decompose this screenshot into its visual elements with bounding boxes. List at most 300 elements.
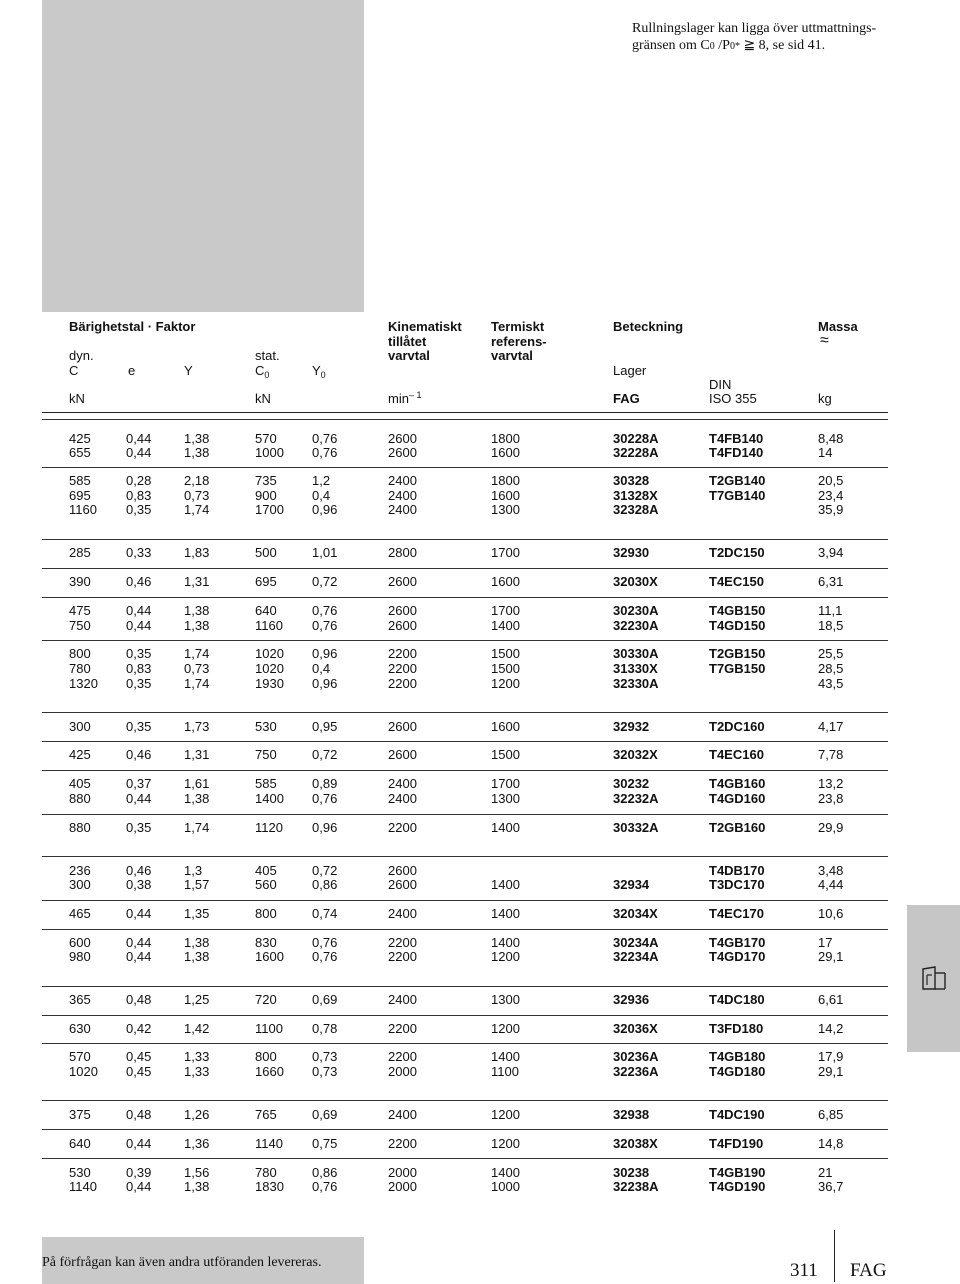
cell-kin: 2400 xyxy=(388,473,417,488)
cell-mass: 36,7 xyxy=(818,1179,844,1194)
cell-c: 530 xyxy=(69,1165,91,1180)
cell-c: 285 xyxy=(69,545,91,560)
cell-term: 1400 xyxy=(491,618,520,633)
cell-e: 0,39 xyxy=(126,1165,152,1180)
cell-c: 1020 xyxy=(69,1064,98,1079)
group-divider xyxy=(42,597,888,598)
cell-fag: 32234A xyxy=(613,949,659,964)
cell-term: 1200 xyxy=(491,1136,520,1151)
cell-term: 1200 xyxy=(491,1107,520,1122)
cell-kin: 2200 xyxy=(388,1049,417,1064)
cell-mass: 3,94 xyxy=(818,545,844,560)
cell-e: 0,46 xyxy=(126,574,152,589)
cell-c0: 1120 xyxy=(255,820,283,835)
cell-c0: 1000 xyxy=(255,445,284,460)
cell-e: 0,35 xyxy=(126,676,152,691)
top-note-sub1: 0 xyxy=(709,41,715,52)
cell-c: 880 xyxy=(69,791,91,806)
header-kinematiskt: Kinematiskt xyxy=(388,319,462,334)
cell-y: 1,3 xyxy=(184,863,203,878)
cell-c: 640 xyxy=(69,1136,91,1151)
cell-kin: 2600 xyxy=(388,445,417,460)
header-col-c0-sub: 0 xyxy=(264,370,270,380)
cell-y: 1,74 xyxy=(184,676,210,691)
cell-c: 980 xyxy=(69,949,91,964)
cell-kin: 2600 xyxy=(388,603,417,618)
cell-y: 1,56 xyxy=(184,1165,210,1180)
cell-e: 0,83 xyxy=(126,488,152,503)
cell-e: 0,48 xyxy=(126,992,152,1007)
header-unit-kg: kg xyxy=(818,391,832,406)
cell-mass: 14,8 xyxy=(818,1136,844,1151)
cell-din: T4DC180 xyxy=(709,992,765,1007)
cell-fag: 30328 xyxy=(613,473,650,488)
cell-y: 1,74 xyxy=(184,502,210,517)
cell-c0: 500 xyxy=(255,545,277,560)
cell-fag: 32936 xyxy=(613,992,650,1007)
cell-kin: 2200 xyxy=(388,1136,417,1151)
header-varvtal2: varvtal xyxy=(491,348,533,363)
cell-c: 880 xyxy=(69,820,91,835)
cell-c: 300 xyxy=(69,719,91,734)
cell-din: T4EC170 xyxy=(709,906,764,921)
cell-c0: 800 xyxy=(255,906,277,921)
cell-c: 1160 xyxy=(69,502,97,517)
cell-term: 1400 xyxy=(491,877,520,892)
cell-fag: 32032X xyxy=(613,747,658,762)
header-col-y0-main: Y xyxy=(312,363,321,378)
cell-c: 375 xyxy=(69,1107,91,1122)
cell-kin: 2600 xyxy=(388,863,417,878)
cell-y: 1,38 xyxy=(184,603,210,618)
header-unit-min-sup: – 1 xyxy=(408,390,422,400)
cell-y0: 0,96 xyxy=(312,646,338,661)
cell-din: T3DC170 xyxy=(709,877,765,892)
cell-fag: 32934 xyxy=(613,877,650,892)
cell-kin: 2400 xyxy=(388,791,417,806)
cell-y: 0,73 xyxy=(184,661,210,676)
cell-term: 1700 xyxy=(491,776,520,791)
cell-c0: 1160 xyxy=(255,618,283,633)
cell-y0: 0,96 xyxy=(312,502,338,517)
group-divider xyxy=(42,419,888,420)
cell-c: 365 xyxy=(69,992,91,1007)
cell-y0: 0,73 xyxy=(312,1064,338,1079)
cell-din: T2DC150 xyxy=(709,545,765,560)
cell-c: 750 xyxy=(69,618,91,633)
group-divider xyxy=(42,986,888,987)
cell-c0: 800 xyxy=(255,1049,277,1064)
cell-mass: 13,2 xyxy=(818,776,844,791)
cell-kin: 2000 xyxy=(388,1179,417,1194)
group-divider xyxy=(42,1129,888,1130)
cell-fag: 32036X xyxy=(613,1021,658,1036)
cell-y: 1,31 xyxy=(184,747,210,762)
cell-c0: 530 xyxy=(255,719,277,734)
cell-din: T4FD140 xyxy=(709,445,764,460)
cell-term: 1500 xyxy=(491,661,520,676)
cell-din: T4GB160 xyxy=(709,776,766,791)
cell-kin: 2400 xyxy=(388,906,417,921)
cell-din: T4DC190 xyxy=(709,1107,765,1122)
cell-c: 475 xyxy=(69,603,91,618)
cell-c: 465 xyxy=(69,906,91,921)
cell-din: T2DC160 xyxy=(709,719,765,734)
cell-din: T4FD190 xyxy=(709,1136,764,1151)
top-note-text-a: gränsen om C xyxy=(632,38,710,53)
cell-e: 0,44 xyxy=(126,791,152,806)
cell-kin: 2400 xyxy=(388,502,417,517)
group-divider xyxy=(42,467,888,468)
cell-y: 1,33 xyxy=(184,1049,210,1064)
cell-e: 0,44 xyxy=(126,906,152,921)
cell-fag: 30238 xyxy=(613,1165,650,1180)
cell-fag: 32030X xyxy=(613,574,658,589)
cell-mass: 29,1 xyxy=(818,949,844,964)
cell-e: 0,44 xyxy=(126,603,152,618)
cell-din: T4GD180 xyxy=(709,1064,766,1079)
cell-mass: 20,5 xyxy=(818,473,844,488)
cell-y0: 0,72 xyxy=(312,863,338,878)
cell-term: 1400 xyxy=(491,906,520,921)
footnote: På förfrågan kan även andra utföranden levereras. xyxy=(42,1255,322,1270)
cell-mass: 21 xyxy=(818,1165,833,1180)
cell-din: T2GB140 xyxy=(709,473,766,488)
cell-fag: 32236A xyxy=(613,1064,659,1079)
page-separator xyxy=(834,1230,835,1282)
cell-c0: 900 xyxy=(255,488,277,503)
cell-y: 1,61 xyxy=(184,776,210,791)
header-unit-min-main: min xyxy=(388,391,409,406)
cell-y0: 0,76 xyxy=(312,445,338,460)
cell-y0: 0,76 xyxy=(312,949,338,964)
cell-kin: 2200 xyxy=(388,646,417,661)
cell-c0: 695 xyxy=(255,574,277,589)
cell-term: 1600 xyxy=(491,488,520,503)
cell-term: 1200 xyxy=(491,1021,520,1036)
cell-e: 0,35 xyxy=(126,646,152,661)
cell-term: 1300 xyxy=(491,791,520,806)
cell-e: 0,35 xyxy=(126,820,152,835)
cell-term: 1200 xyxy=(491,949,520,964)
top-note-line2 xyxy=(632,37,952,55)
cell-mass: 11,1 xyxy=(818,603,843,618)
cell-y0: 1,01 xyxy=(312,545,338,560)
cell-din: T7GB150 xyxy=(709,661,766,676)
cell-y0: 0,76 xyxy=(312,935,338,950)
cell-din: T4GD160 xyxy=(709,791,766,806)
cell-y0: 0,96 xyxy=(312,676,338,691)
cell-c: 425 xyxy=(69,431,91,446)
cell-e: 0,45 xyxy=(126,1064,152,1079)
cell-e: 0,28 xyxy=(126,473,152,488)
header-col-c0-main: C xyxy=(255,363,265,378)
cell-term: 1700 xyxy=(491,603,520,618)
cell-c: 1320 xyxy=(69,676,98,691)
header-iso: ISO 355 xyxy=(709,391,757,406)
cell-c: 570 xyxy=(69,1049,91,1064)
cell-c0: 1020 xyxy=(255,661,284,676)
cell-c: 300 xyxy=(69,877,91,892)
cell-e: 0,44 xyxy=(126,445,152,460)
cell-y0: 0,73 xyxy=(312,1049,338,1064)
cell-y0: 0,86 xyxy=(312,877,338,892)
cell-c0: 720 xyxy=(255,992,277,1007)
cell-mass: 43,5 xyxy=(818,676,844,691)
cell-e: 0,33 xyxy=(126,545,152,560)
header-col-y0 xyxy=(312,364,326,379)
cell-kin: 2200 xyxy=(388,1021,417,1036)
cell-y0: 0,96 xyxy=(312,820,338,835)
header-approx: ≈ xyxy=(820,332,829,349)
cell-mass: 14,2 xyxy=(818,1021,844,1036)
cell-din: T4GD170 xyxy=(709,949,766,964)
cell-term: 1500 xyxy=(491,747,520,762)
cell-term: 1600 xyxy=(491,719,520,734)
cell-mass: 8,48 xyxy=(818,431,844,446)
cell-e: 0,35 xyxy=(126,719,152,734)
header-col-c: C xyxy=(69,363,79,378)
cell-fag: 32232A xyxy=(613,791,659,806)
cell-mass: 6,85 xyxy=(818,1107,844,1122)
cell-y: 1,38 xyxy=(184,949,210,964)
cell-kin: 2000 xyxy=(388,1165,417,1180)
cell-din: T4GD150 xyxy=(709,618,766,633)
cell-y0: 0,95 xyxy=(312,719,338,734)
cell-y: 1,83 xyxy=(184,545,210,560)
cell-y: 1,38 xyxy=(184,445,210,460)
cell-c0: 405 xyxy=(255,863,277,878)
cell-term: 1400 xyxy=(491,820,520,835)
cell-mass: 10,6 xyxy=(818,906,844,921)
cell-fag: 32932 xyxy=(613,719,650,734)
top-note xyxy=(632,20,952,55)
cell-fag: 32038X xyxy=(613,1136,658,1151)
cell-term: 1700 xyxy=(491,545,520,560)
cell-fag: 30236A xyxy=(613,1049,659,1064)
cell-din: T4GB170 xyxy=(709,935,766,950)
cell-mass: 18,5 xyxy=(818,618,844,633)
cell-e: 0,42 xyxy=(126,1021,152,1036)
cell-c0: 585 xyxy=(255,776,277,791)
cell-y0: 0,69 xyxy=(312,992,338,1007)
cell-y: 0,73 xyxy=(184,488,210,503)
cell-y0: 0,75 xyxy=(312,1136,338,1151)
cell-mass: 17,9 xyxy=(818,1049,844,1064)
cell-e: 0,48 xyxy=(126,1107,152,1122)
cell-term: 1300 xyxy=(491,992,520,1007)
cell-fag: 32238A xyxy=(613,1179,659,1194)
brand-label: FAG xyxy=(850,1260,887,1281)
cell-y: 1,31 xyxy=(184,574,210,589)
cell-c0: 1600 xyxy=(255,949,284,964)
cell-e: 0,83 xyxy=(126,661,152,676)
header-massa: Massa xyxy=(818,319,858,334)
cell-c0: 750 xyxy=(255,747,277,762)
cell-c0: 1140 xyxy=(255,1136,283,1151)
cell-mass: 4,17 xyxy=(818,719,844,734)
side-tab xyxy=(907,905,960,1052)
header-tillatet: tillåtet xyxy=(388,334,427,349)
group-divider xyxy=(42,814,888,815)
cell-y0: 0,4 xyxy=(312,488,331,503)
group-divider xyxy=(42,712,888,713)
cell-c: 655 xyxy=(69,445,91,460)
cell-e: 0,44 xyxy=(126,618,152,633)
group-divider xyxy=(42,1158,888,1159)
cell-term: 1800 xyxy=(491,431,520,446)
cell-term: 1100 xyxy=(491,1064,519,1079)
cell-y0: 0,72 xyxy=(312,574,338,589)
header-stat: stat. xyxy=(255,348,280,363)
cell-y0: 0,72 xyxy=(312,747,338,762)
cell-c: 695 xyxy=(69,488,91,503)
group-divider xyxy=(42,770,888,771)
header-col-c0 xyxy=(255,364,269,379)
cell-y0: 0,89 xyxy=(312,776,338,791)
cell-c: 425 xyxy=(69,747,91,762)
cell-kin: 2000 xyxy=(388,1064,417,1079)
cell-kin: 2200 xyxy=(388,935,417,950)
cell-mass: 23,8 xyxy=(818,791,844,806)
cell-fag: 32330A xyxy=(613,676,659,691)
cell-din: T7GB140 xyxy=(709,488,766,503)
cell-c: 800 xyxy=(69,646,91,661)
cell-term: 1300 xyxy=(491,502,520,517)
cell-term: 1400 xyxy=(491,935,520,950)
top-note-sub2: 0* xyxy=(729,41,740,52)
cell-c0: 1100 xyxy=(255,1021,283,1036)
cell-din: T2GB160 xyxy=(709,820,766,835)
cell-fag: 30228A xyxy=(613,431,659,446)
cell-c0: 735 xyxy=(255,473,277,488)
cell-c: 236 xyxy=(69,863,91,878)
cell-mass: 6,31 xyxy=(818,574,844,589)
cell-c: 405 xyxy=(69,776,91,791)
cell-kin: 2600 xyxy=(388,574,417,589)
cell-mass: 23,4 xyxy=(818,488,844,503)
top-note-text-c: ≧ 8, se sid 41. xyxy=(739,38,826,53)
cell-term: 1800 xyxy=(491,473,520,488)
cell-mass: 4,44 xyxy=(818,877,844,892)
cell-mass: 25,5 xyxy=(818,646,844,661)
cell-c: 390 xyxy=(69,574,91,589)
header-referens: referens- xyxy=(491,334,547,349)
cell-c: 780 xyxy=(69,661,91,676)
cell-din: T4DB170 xyxy=(709,863,765,878)
cell-y: 1,33 xyxy=(184,1064,210,1079)
cell-mass: 29,1 xyxy=(818,1064,844,1079)
cell-term: 1200 xyxy=(491,676,520,691)
cell-term: 1000 xyxy=(491,1179,520,1194)
cell-fag: 32930 xyxy=(613,545,650,560)
cell-term: 1600 xyxy=(491,574,520,589)
cell-mass: 28,5 xyxy=(818,661,844,676)
header-dyn: dyn. xyxy=(69,348,94,363)
header-fag: FAG xyxy=(613,391,640,406)
header-barighetstal: Bärighetstal · Faktor xyxy=(69,319,196,334)
cell-kin: 2600 xyxy=(388,431,417,446)
cell-y0: 0,76 xyxy=(312,791,338,806)
group-divider xyxy=(42,539,888,540)
cell-e: 0,38 xyxy=(126,877,152,892)
header-varvtal1: varvtal xyxy=(388,348,430,363)
cell-y0: 0,76 xyxy=(312,431,338,446)
cell-din: T4GB150 xyxy=(709,603,766,618)
cell-mass: 17 xyxy=(818,935,833,950)
cell-y: 1,38 xyxy=(184,1179,210,1194)
cell-y: 1,57 xyxy=(184,877,210,892)
cell-kin: 2200 xyxy=(388,676,417,691)
header-unit-min xyxy=(388,392,421,407)
cell-mass: 35,9 xyxy=(818,502,844,517)
cell-e: 0,44 xyxy=(126,1136,152,1151)
cell-kin: 2200 xyxy=(388,820,417,835)
cell-c: 585 xyxy=(69,473,91,488)
cell-mass: 3,48 xyxy=(818,863,844,878)
cell-term: 1600 xyxy=(491,445,520,460)
cell-y: 1,26 xyxy=(184,1107,210,1122)
cell-y0: 0,76 xyxy=(312,603,338,618)
cell-c0: 1830 xyxy=(255,1179,284,1194)
cell-fag: 30332A xyxy=(613,820,659,835)
cell-c0: 1700 xyxy=(255,502,284,517)
cell-c0: 1660 xyxy=(255,1064,284,1079)
cell-y0: 0,76 xyxy=(312,1179,338,1194)
cell-kin: 2400 xyxy=(388,488,417,503)
group-divider xyxy=(42,900,888,901)
header-divider xyxy=(42,412,888,413)
cell-fag: 30232 xyxy=(613,776,650,791)
group-divider xyxy=(42,1100,888,1101)
cell-mass: 7,78 xyxy=(818,747,844,762)
cell-y0: 0,76 xyxy=(312,618,338,633)
cell-kin: 2800 xyxy=(388,545,417,560)
cell-c0: 830 xyxy=(255,935,277,950)
group-divider xyxy=(42,568,888,569)
cell-c0: 560 xyxy=(255,877,277,892)
cell-y0: 0,74 xyxy=(312,906,338,921)
header-col-y: Y xyxy=(184,363,193,378)
cell-din: T4EC150 xyxy=(709,574,764,589)
header-col-e: e xyxy=(128,363,136,378)
cell-y: 1,38 xyxy=(184,431,210,446)
header-unit-kn2: kN xyxy=(255,391,271,406)
group-divider xyxy=(42,929,888,930)
cell-y0: 0,4 xyxy=(312,661,331,676)
header-beteckning: Beteckning xyxy=(613,319,684,334)
group-divider xyxy=(42,1043,888,1044)
cell-e: 0,46 xyxy=(126,863,152,878)
cell-kin: 2600 xyxy=(388,877,417,892)
group-divider xyxy=(42,1015,888,1016)
cell-mass: 6,61 xyxy=(818,992,844,1007)
header-din: DIN xyxy=(709,377,732,392)
cell-y: 1,74 xyxy=(184,820,210,835)
cell-din: T4EC160 xyxy=(709,747,764,762)
cell-c0: 1400 xyxy=(255,791,284,806)
cell-kin: 2200 xyxy=(388,661,417,676)
cell-e: 0,44 xyxy=(126,949,152,964)
cell-term: 1400 xyxy=(491,1165,520,1180)
cell-kin: 2400 xyxy=(388,776,417,791)
cell-e: 0,44 xyxy=(126,935,152,950)
cell-c0: 780 xyxy=(255,1165,277,1180)
cell-c0: 1930 xyxy=(255,676,284,691)
header-unit-kn1: kN xyxy=(69,391,85,406)
cell-y: 1,35 xyxy=(184,906,210,921)
cell-c: 600 xyxy=(69,935,91,950)
